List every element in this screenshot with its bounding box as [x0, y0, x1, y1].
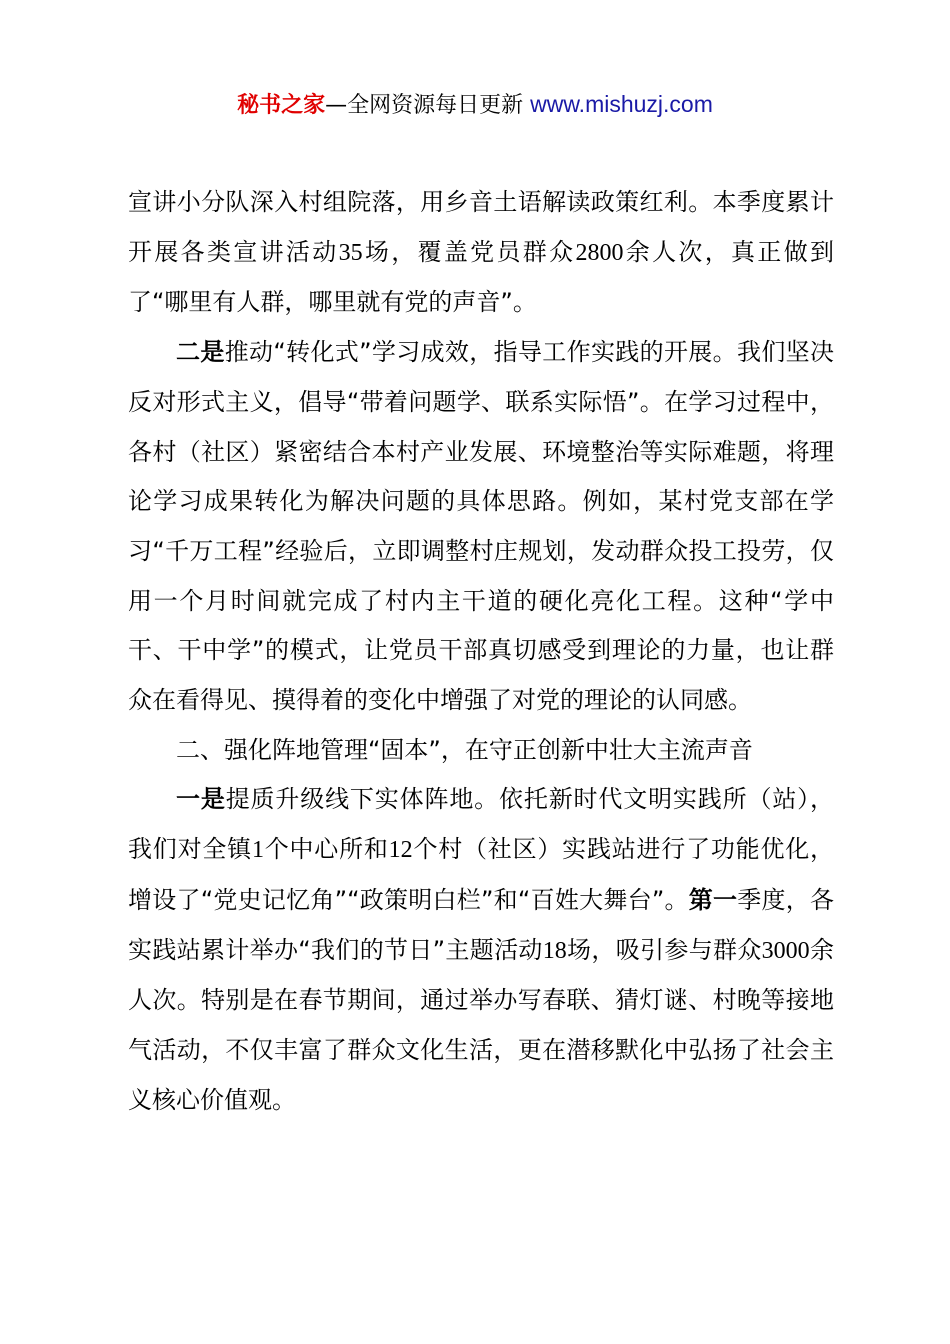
paragraph-text: 余人次，真正做到了“哪里有人群，哪里就有党的声音”。 [128, 237, 835, 317]
brand-name: 秘书之家 [237, 93, 326, 118]
paragraph [128, 328, 834, 726]
paragraph-text: 场，覆盖党员群众 [362, 237, 576, 266]
paragraph-text: 个中心所和 [263, 835, 389, 864]
number-text: 35 [338, 239, 363, 266]
bold-lead-text: 一是 [176, 785, 226, 814]
header-separator: — [325, 93, 348, 118]
paragraph-text: 推动“转化式”学习成效，指导工作实践的开展。我们坚决反对形式主义，倡导“带着问题学、联系实际悟”。在学习过程中，各村（社区）紧密结合本村产业发展、环境整治等实际难题，将理论学习成果转化为解决问题的具体思路。例如，某村党支部在学习“千万工程”经验后，立即调整村庄规划，发动群众投工投劳，仅用一个月时间就完成了村内主干道的硬化亮化工程。这种“学中干、干中学”的模式，让党员干部真切感受到理论的力量，也让群众在看得见、摸得着的变化中增强了对党的理论的认同感。 [128, 338, 835, 715]
bold-lead-text: 二是 [176, 338, 225, 367]
paragraph-text: 场，吸引参与群众 [566, 935, 762, 964]
site-header [0, 88, 950, 122]
number-text: 3000 [761, 937, 810, 964]
document-body [128, 178, 834, 1125]
bold-lead-text: 第一 [688, 885, 738, 914]
number-text: 1 [251, 837, 264, 864]
site-url-link[interactable]: www.mishuzj.com [530, 91, 713, 117]
paragraph-text: 提质升级线下实体阵地。依托新时代文明实践所（站），我们对全镇 [128, 785, 835, 864]
number-text: 2800 [575, 239, 624, 266]
paragraph-text: 余人次。特别是在春节期间，通过举办写春联、猜灯谜、村晚等接地气活动，不仅丰富了群众文化生活，更在潜移默化中弘扬了社会主义核心价值观。 [128, 935, 834, 1114]
number-text: 12 [388, 837, 413, 864]
paragraph-text: 宣讲小分队深入村组院落，用乡音土语解读政策红利。本季度累计开展各类宣讲活动 [128, 188, 834, 266]
number-text: 18 [542, 937, 567, 964]
paragraph-text: 二、强化阵地管理“固本”，在守正创新中壮大主流声音 [176, 735, 753, 764]
paragraph-text: 个村（社区）实践站进行了功能优化，增设了“党史记忆角”“政策明白栏”和“百姓大舞台”。 [128, 835, 835, 914]
paragraph [128, 726, 834, 776]
paragraph [128, 775, 834, 1125]
paragraph-text: 季度，各实践站累计举办“我们的节日”主题活动 [128, 885, 835, 964]
header-slogan: 全网资源每日更新 [347, 93, 524, 118]
paragraph [128, 178, 834, 328]
